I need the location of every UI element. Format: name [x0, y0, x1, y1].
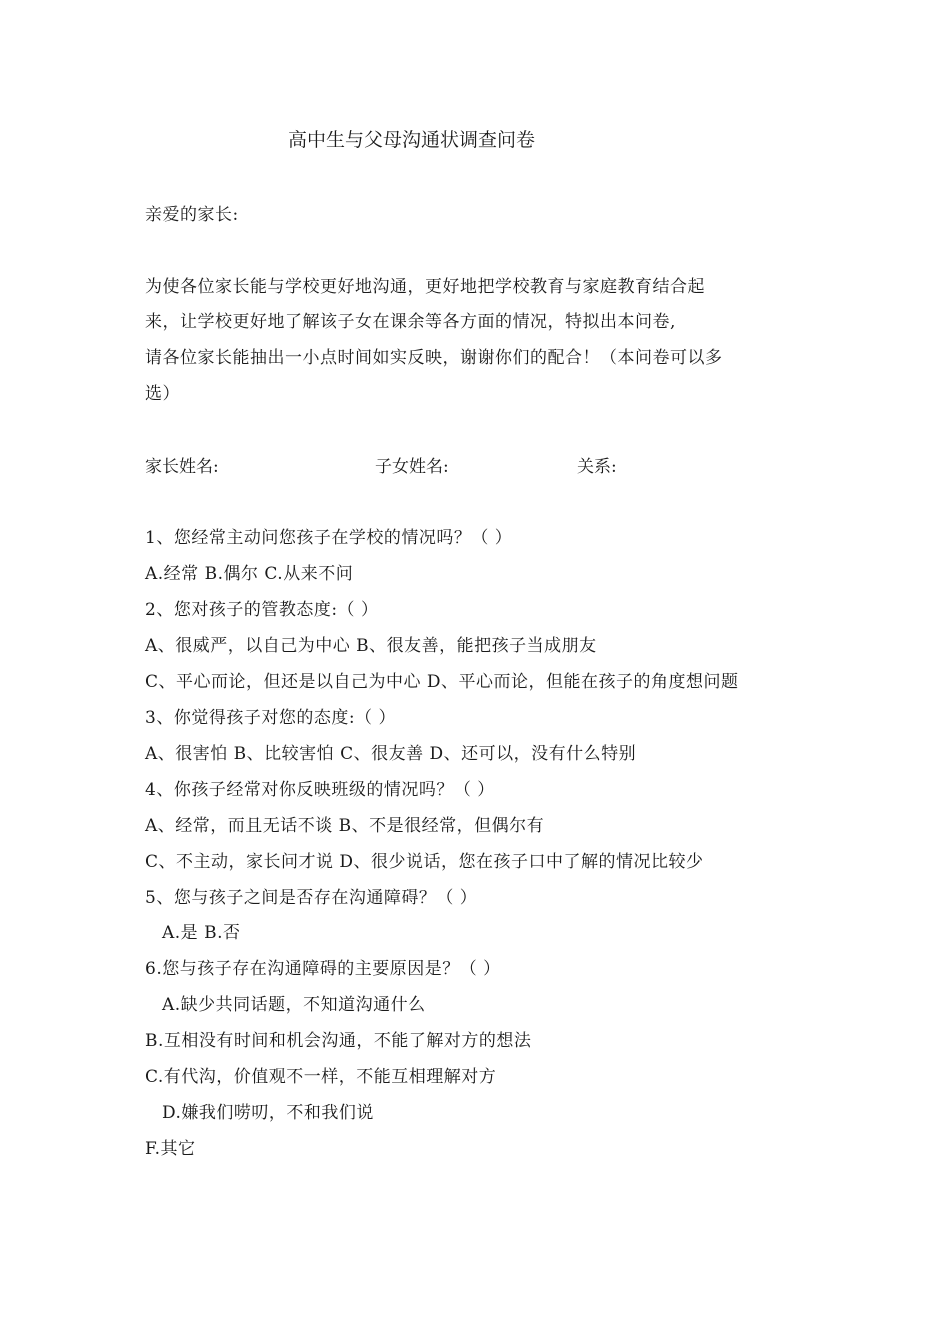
- question-2-options-2: C、平心而论，但还是以自己为中心 D、平心而论，但能在孩子的角度想问题: [145, 672, 739, 692]
- relation-label: 关系:: [577, 457, 617, 477]
- question-6-option-d: D.嫌我们唠叨，不和我们说: [162, 1103, 374, 1123]
- question-6: 6.您与孩子存在沟通障碍的主要原因是？（ ）: [145, 959, 501, 979]
- page-title: 高中生与父母沟通状调查问卷: [288, 129, 536, 151]
- question-6-option-f: F.其它: [145, 1139, 196, 1159]
- question-4: 4、你孩子经常对你反映班级的情况吗？（ ）: [145, 780, 495, 800]
- question-6-option-a: A.缺少共同话题，不知道沟通什么: [162, 995, 426, 1015]
- intro-line-4: 选）: [145, 384, 180, 404]
- question-2-options-1: A、很威严，以自己为中心 B、很友善，能把孩子当成朋友: [145, 636, 597, 656]
- parent-name-label: 家长姓名:: [145, 457, 219, 477]
- question-4-options-1: A、经常，而且无话不谈 B、不是很经常，但偶尔有: [145, 816, 545, 836]
- intro-line-3: 请各位家长能抽出一小点时间如实反映，谢谢你们的配合！（本问卷可以多: [145, 348, 723, 368]
- question-1: 1、您经常主动问您孩子在学校的情况吗？（ ）: [145, 528, 513, 548]
- intro-line-1: 为使各位家长能与学校更好地沟通，更好地把学校教育与家庭教育结合起: [145, 277, 705, 297]
- greeting: 亲爱的家长:: [145, 205, 239, 225]
- intro-line-2: 来，让学校更好地了解该子女在课余等各方面的情况，特拟出本问卷,: [145, 312, 676, 332]
- question-3-options: A、很害怕 B、比较害怕 C、很友善 D、还可以，没有什么特别: [145, 744, 637, 764]
- question-6-option-b: B.互相没有时间和机会沟通，不能了解对方的想法: [145, 1031, 532, 1051]
- child-name-label: 子女姓名:: [375, 457, 449, 477]
- question-1-options: A.经常 B.偶尔 C.从来不问: [145, 564, 354, 584]
- question-5-options: A.是 B.否: [162, 923, 241, 943]
- question-4-options-2: C、不主动，家长问才说 D、很少说话，您在孩子口中了解的情况比较少: [145, 852, 704, 872]
- question-3: 3、你觉得孩子对您的态度:（ ）: [145, 708, 396, 728]
- question-6-option-c: C.有代沟，价值观不一样，不能互相理解对方: [145, 1067, 497, 1087]
- question-5: 5、您与孩子之间是否存在沟通障碍？（ ）: [145, 888, 478, 908]
- question-2: 2、您对孩子的管教态度:（ ）: [145, 600, 379, 620]
